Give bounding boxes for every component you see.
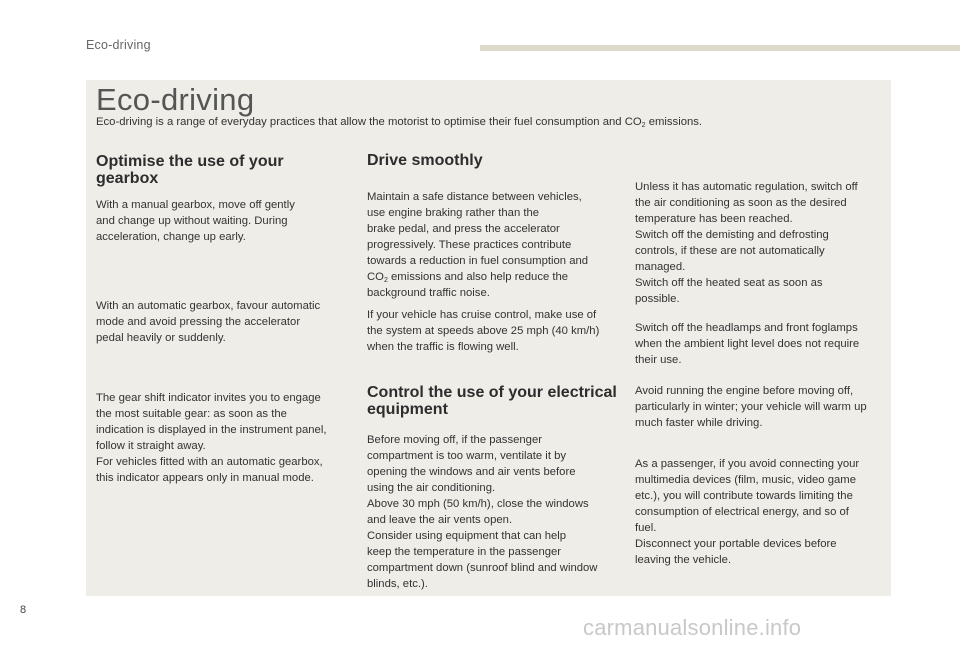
text-line: brake pedal, and press the accelerator: [367, 223, 560, 235]
text-line: Disconnect your portable devices before: [635, 538, 837, 550]
text-line: [367, 269, 588, 285]
text-line: Unless it has automatic regulation, switch off: [635, 181, 858, 193]
text-line: Switch off the demisting and defrosting: [635, 229, 829, 241]
text-line: the most suitable gear: as soon as the: [96, 408, 287, 420]
text-line: etc.), you will contribute towards limiting the: [635, 490, 853, 502]
text-line: Above 30 mph (50 km/h), close the windows: [367, 498, 589, 510]
text-line: background traffic noise.: [367, 287, 490, 299]
text-line: towards a reduction in fuel consumption and: [367, 255, 589, 267]
intro-text-end: emissions.: [645, 116, 703, 128]
watermark-text: carmanualsonline.info: [583, 615, 802, 640]
intro-text-main: Eco-driving is a range of everyday practices that allow the motorist to optimise their fuel consumption and CO: [96, 116, 642, 128]
text-line: Before moving off, if the passenger: [367, 434, 542, 446]
text-line: multimedia devices (film, music, video game: [635, 474, 856, 486]
text-line: pedal heavily or suddenly.: [96, 332, 226, 344]
co2-subscript: 2: [383, 277, 388, 284]
text-line: consumption of electrical energy, and so of: [635, 506, 849, 518]
text-line: The gear shift indicator invites you to engage: [96, 392, 321, 404]
text-line: particularly in winter; your vehicle will warm up: [635, 401, 867, 413]
engine-warmup-paragraph: [635, 383, 867, 431]
text-line: indication is displayed in the instrument panel,: [96, 424, 327, 436]
cruise-control-paragraph: [367, 307, 599, 355]
text-line: follow it straight away.: [96, 440, 206, 452]
air-conditioning-paragraph: [635, 179, 858, 307]
text-line: With a manual gearbox, move off gently: [96, 199, 295, 211]
gear-shift-indicator-paragraph: [96, 390, 326, 486]
multimedia-devices-paragraph: [635, 456, 859, 568]
text-line: possible.: [635, 293, 680, 305]
text-line: blinds, etc.).: [367, 578, 428, 590]
electrical-heading-line2: equipment: [367, 401, 448, 418]
text-line: the system at speeds above 25 mph (40 km/h): [367, 325, 600, 337]
drive-smoothly-paragraph: [367, 189, 588, 301]
header-divider-bar: [480, 45, 960, 51]
text-line: using the air conditioning.: [367, 482, 496, 494]
text-line: temperature has been reached.: [635, 213, 793, 225]
text-line: If your vehicle has cruise control, make use of: [367, 309, 597, 321]
text-line: managed.: [635, 261, 686, 273]
text-line: keep the temperature in the passenger: [367, 546, 562, 558]
headlamps-paragraph: [635, 320, 859, 368]
text-line: leaving the vehicle.: [635, 554, 732, 566]
text-line: As a passenger, if you avoid connecting your: [635, 458, 860, 470]
text-line: their use.: [635, 354, 682, 366]
gearbox-heading-line1: Optimise the use of your: [96, 153, 284, 170]
text-line: Switch off the heated seat as soon as: [635, 277, 823, 289]
text-line: Switch off the headlamps and front foglamps: [635, 322, 858, 334]
page-number: 8: [20, 604, 27, 616]
text-line: For vehicles fitted with an automatic gearbox,: [96, 456, 323, 468]
text-line: this indicator appears only in manual mode.: [96, 472, 314, 484]
text-line: mode and avoid pressing the accelerator: [96, 316, 301, 328]
text-line: fuel.: [635, 522, 657, 534]
text-line: much faster while driving.: [635, 417, 763, 429]
text-line: Consider using equipment that can help: [367, 530, 567, 542]
text-line: acceleration, change up early.: [96, 231, 246, 243]
text-line: controls, if these are not automatically: [635, 245, 825, 257]
text-line: when the ambient light level does not require: [635, 338, 860, 350]
text-line: compartment down (sunroof blind and window: [367, 562, 598, 574]
text-line: use engine braking rather than the: [367, 207, 540, 219]
text-line: Maintain a safe distance between vehicles,: [367, 191, 582, 203]
text-line: Avoid running the engine before moving off,: [635, 385, 854, 397]
electrical-heading-line1: Control the use of your electrical: [367, 384, 617, 401]
page-title: Eco-driving: [96, 82, 255, 117]
text-line: compartment is too warm, ventilate it by: [367, 450, 567, 462]
gearbox-heading: [96, 153, 284, 187]
co2-line-rest: emissions and also help reduce the: [387, 271, 569, 283]
gearbox-manual-paragraph: [96, 197, 295, 245]
text-line: progressively. These practices contribute: [367, 239, 572, 251]
electrical-equipment-paragraph: [367, 432, 597, 592]
electrical-equipment-heading: [367, 384, 617, 418]
intro-text: [96, 116, 702, 128]
text-line: and leave the air vents open.: [367, 514, 513, 526]
gearbox-heading-line2: gearbox: [96, 170, 159, 187]
text-line: opening the windows and air vents before: [367, 466, 576, 478]
text-line: and change up without waiting. During: [96, 215, 288, 227]
gearbox-automatic-paragraph: [96, 298, 320, 346]
co2-label: CO: [367, 271, 384, 283]
text-line: the air conditioning as soon as the desired: [635, 197, 847, 209]
intro-co2-subscript: 2: [641, 122, 646, 129]
running-header-label: Eco-driving: [86, 38, 151, 52]
drive-smoothly-heading: Drive smoothly: [367, 152, 483, 169]
text-line: when the traffic is flowing well.: [367, 341, 519, 353]
text-line: With an automatic gearbox, favour automatic: [96, 300, 321, 312]
